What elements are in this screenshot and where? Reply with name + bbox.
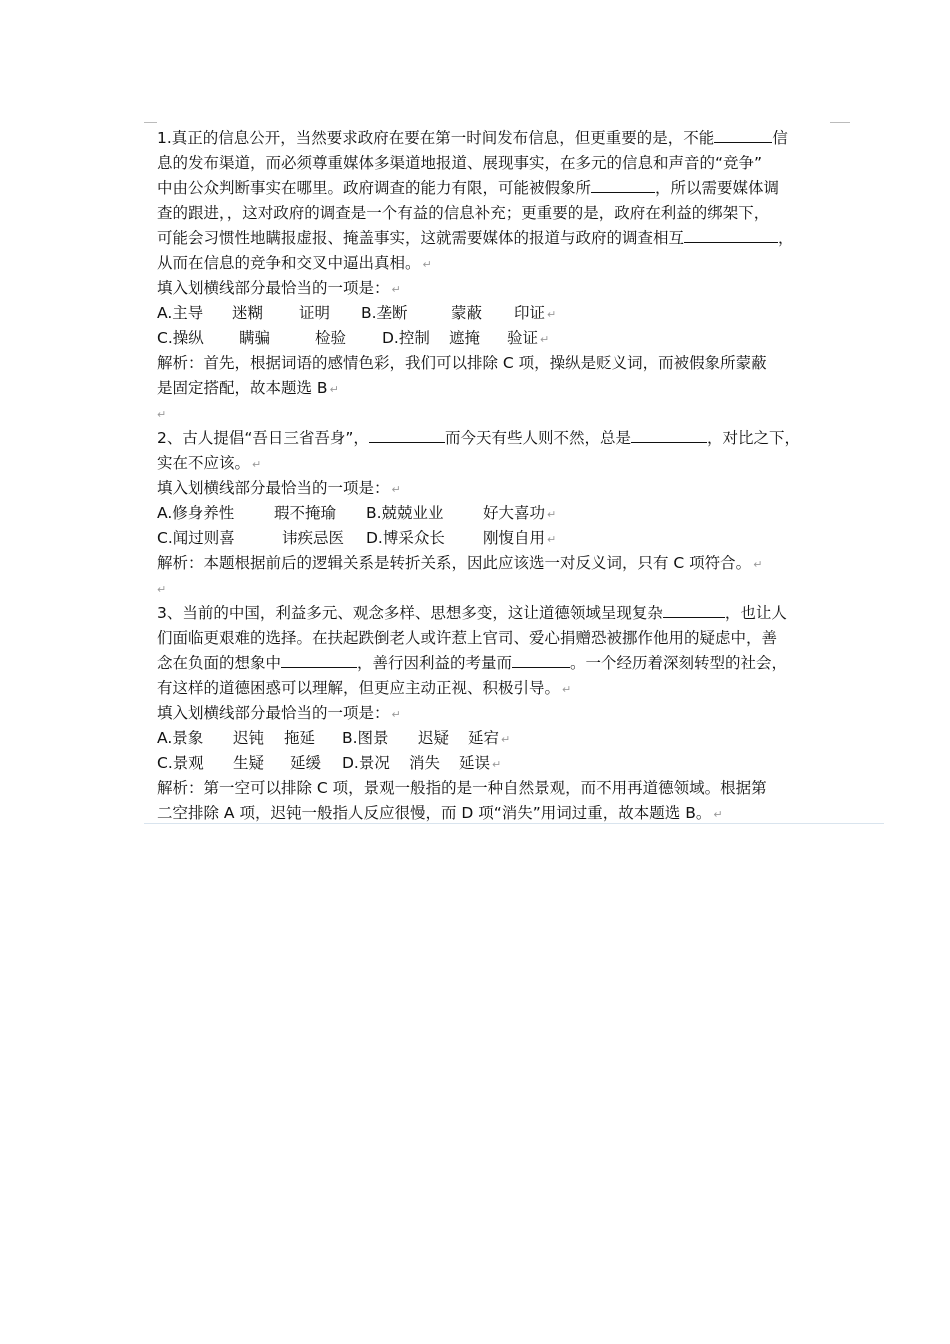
option-word: 瞒骗: [239, 329, 271, 347]
q2-blank-2: [631, 427, 707, 443]
q1-prompt-text: 填入划横线部分最恰当的一项是：: [157, 279, 390, 297]
option-word: 延误: [459, 754, 491, 772]
q1-blank-3: [684, 227, 778, 243]
q2-text: ，对比之下，: [706, 429, 800, 447]
q3-options-cd: [157, 751, 823, 776]
q1-analysis-1: 解析：首先，根据词语的感情色彩，我们可以排除 C 项，操纵是贬义词，而被假象所蒙蔽: [157, 354, 767, 372]
q1-line-5: [157, 226, 823, 251]
q1-analysis-text: 是固定搭配，故本题选 B: [157, 379, 328, 397]
page-bottom-rule: [144, 823, 884, 824]
q1-options-cd: [157, 326, 823, 351]
option-word: 迷糊: [232, 304, 264, 322]
option-word: 迟钝: [233, 729, 265, 747]
q2-text: 实在不应该。: [157, 454, 251, 472]
q3-prompt-text: 填入划横线部分最恰当的一项是：: [157, 704, 390, 722]
option-word: B.图景: [342, 729, 389, 747]
q3-analysis-text: 二空排除 A 项，迟钝一般指人反应很慢，而 D 项“消失”用词过重，故本题选 B。: [157, 804, 712, 822]
option-word: 消失: [409, 754, 441, 772]
q1-line-6: [157, 251, 823, 276]
q3-blank-3: [512, 652, 570, 668]
q2-text: 2、古人提倡“吾日三省吾身”，: [157, 429, 369, 447]
q2-options-ab: [157, 501, 823, 526]
q1-prompt: [157, 276, 823, 301]
paragraph-mark: ↵: [157, 583, 167, 596]
option-word: 延缓: [290, 754, 322, 772]
option-word: 印证: [514, 304, 546, 322]
paragraph-mark: ↵: [391, 283, 401, 296]
paragraph-mark: ↵: [547, 508, 557, 521]
option-word: 好大喜功: [483, 504, 546, 522]
q3-line-4: [157, 676, 823, 701]
paragraph-mark: ↵: [753, 558, 763, 571]
q2-line-1: [157, 426, 823, 451]
q1-text: ，: [778, 229, 794, 247]
q3-blank-1: [663, 602, 725, 618]
q2-analysis-1: [157, 551, 823, 576]
option-word: 讳疾忌医: [282, 529, 345, 547]
q2-text: 而今天有些人则不然，总是: [444, 429, 631, 447]
q3-options-ab: [157, 726, 823, 751]
document-body: [157, 126, 823, 826]
option-word: D.控制: [382, 329, 430, 347]
paragraph-mark: ↵: [562, 683, 572, 696]
q3-line-2: 们面临更艰难的选择。在扶起跌倒老人或许惹上官司、爱心捐赠恐被挪作他用的疑虑中，善: [157, 629, 778, 647]
q3-text: 念在负面的想象中: [157, 654, 282, 672]
q1-analysis-2: [157, 376, 823, 401]
q1-blank-1: [714, 127, 772, 143]
q2-options-cd: [157, 526, 823, 551]
option-word: 延宕: [468, 729, 500, 747]
option-word: A.主导: [157, 304, 204, 322]
q1-line-1: [157, 126, 823, 151]
option-word: 生疑: [233, 754, 265, 772]
page-corner-mark-right: [830, 122, 850, 127]
paragraph-mark: ↵: [501, 733, 511, 746]
q2-line-2: [157, 451, 823, 476]
option-word: C.闻过则喜: [157, 529, 235, 547]
option-word: B.兢兢业业: [366, 504, 444, 522]
q3-blank-2: [281, 652, 357, 668]
q1-text: 可能会习惯性地瞒报虚报、掩盖事实，这就需要媒体的报道与政府的调查相互: [157, 229, 685, 247]
q2-prompt: [157, 476, 823, 501]
q2-blank-1: [369, 427, 445, 443]
q3-line-1: [157, 601, 823, 626]
option-word: 遮掩: [449, 329, 481, 347]
option-word: A.修身养性: [157, 504, 235, 522]
q2-analysis-text: 解析：本题根据前后的逻辑关系是转折关系，因此应该选一对反义词，只有 C 项符合。: [157, 554, 752, 572]
option-word: 检验: [315, 329, 347, 347]
paragraph-mark: ↵: [391, 483, 401, 496]
option-word: D.博采众长: [366, 529, 445, 547]
q1-blank-2: [591, 177, 655, 193]
paragraph-mark: ↵: [391, 708, 401, 721]
paragraph-mark: ↵: [422, 258, 432, 271]
q1-text: 中由公众判断事实在哪里。政府调查的能力有限，可能被假象所: [157, 179, 592, 197]
option-word: D.景况: [342, 754, 390, 772]
q1-line-4: 查的跟进，，这对政府的调查是一个有益的信息补充；更重要的是，政府在利益的绑架下，: [157, 204, 770, 222]
page-corner-mark-left: [144, 122, 157, 127]
option-word: 蒙蔽: [451, 304, 483, 322]
option-word: C.操纵: [157, 329, 204, 347]
option-word: B.垄断: [361, 304, 408, 322]
q2-prompt-text: 填入划横线部分最恰当的一项是：: [157, 479, 390, 497]
q3-text: ，善行因利益的考量而: [357, 654, 513, 672]
q3-line-3: [157, 651, 823, 676]
q1-options-ab: [157, 301, 823, 326]
option-word: 瑕不掩瑜: [274, 504, 337, 522]
q1-line-2: 息的发布渠道，而必须尊重媒体多渠道地报道、展现事实，在多元的信息和声音的“竞争”: [157, 154, 763, 172]
option-word: A.景象: [157, 729, 204, 747]
q1-text: ，所以需要媒体调: [655, 179, 780, 197]
option-word: 验证: [507, 329, 539, 347]
paragraph-mark: ↵: [252, 458, 262, 471]
q3-text: 有这样的道德困惑可以理解，但更应主动正视、积极引导。: [157, 679, 561, 697]
paragraph-mark: ↵: [157, 408, 167, 421]
paragraph-mark: ↵: [713, 808, 723, 821]
paragraph-mark: ↵: [492, 758, 502, 771]
q1-text: 信: [772, 129, 788, 147]
blank-line: [157, 576, 823, 601]
option-word: 证明: [299, 304, 331, 322]
option-word: 拖延: [284, 729, 316, 747]
paragraph-mark: ↵: [540, 333, 550, 346]
option-word: C.景观: [157, 754, 204, 772]
q3-text: 3、当前的中国，利益多元、观念多样、思想多变，这让道德领域呈现复杂: [157, 604, 663, 622]
q1-text: 1.真正的信息公开，当然要求政府在要在第一时间发布信息，但更重要的是，不能: [157, 129, 715, 147]
option-word: 刚愎自用: [483, 529, 546, 547]
q1-text: 从而在信息的竞争和交叉中逼出真相。: [157, 254, 421, 272]
paragraph-mark: ↵: [547, 533, 557, 546]
q3-text: ，也让人: [724, 604, 787, 622]
paragraph-mark: ↵: [329, 383, 339, 396]
q3-prompt: [157, 701, 823, 726]
q1-line-3: [157, 176, 823, 201]
q3-analysis-1: 解析：第一空可以排除 C 项，景观一般指的是一种自然景观，而不用再道德领域。根据第: [157, 779, 767, 797]
q3-text: 。一个经历着深刻转型的社会，: [570, 654, 788, 672]
option-word: 迟疑: [418, 729, 450, 747]
paragraph-mark: ↵: [547, 308, 557, 321]
blank-line: [157, 401, 823, 426]
